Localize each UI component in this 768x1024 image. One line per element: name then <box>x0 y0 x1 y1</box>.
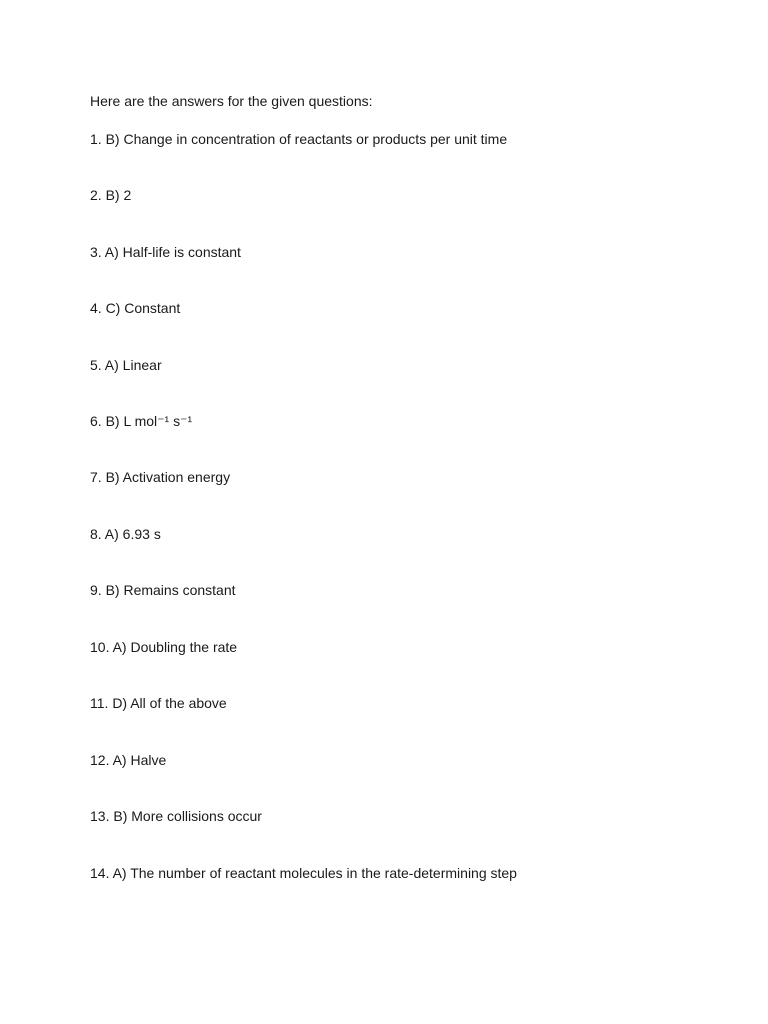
answer-2: 2. B) 2 <box>90 187 132 203</box>
answer-6: 6. B) L mol⁻¹ s⁻¹ <box>90 413 193 429</box>
intro-text: Here are the answers for the given questions: <box>90 93 373 109</box>
answer-9: 9. B) Remains constant <box>90 582 236 598</box>
answer-7: 7. B) Activation energy <box>90 469 231 485</box>
answer-3: 3. A) Half-life is constant <box>90 244 241 260</box>
answer-12: 12. A) Halve <box>90 752 167 768</box>
answer-11: 11. D) All of the above <box>90 695 227 711</box>
answer-1: 1. B) Change in concentration of reactants or products per unit time <box>90 131 508 147</box>
answer-5: 5. A) Linear <box>90 357 162 373</box>
answer-14: 14. A) The number of reactant molecules in the rate-determining step <box>90 865 517 881</box>
answer-4: 4. C) Constant <box>90 300 181 316</box>
answer-13: 13. B) More collisions occur <box>90 808 262 824</box>
answer-8: 8. A) 6.93 s <box>90 526 161 542</box>
answer-10: 10. A) Doubling the rate <box>90 639 238 655</box>
